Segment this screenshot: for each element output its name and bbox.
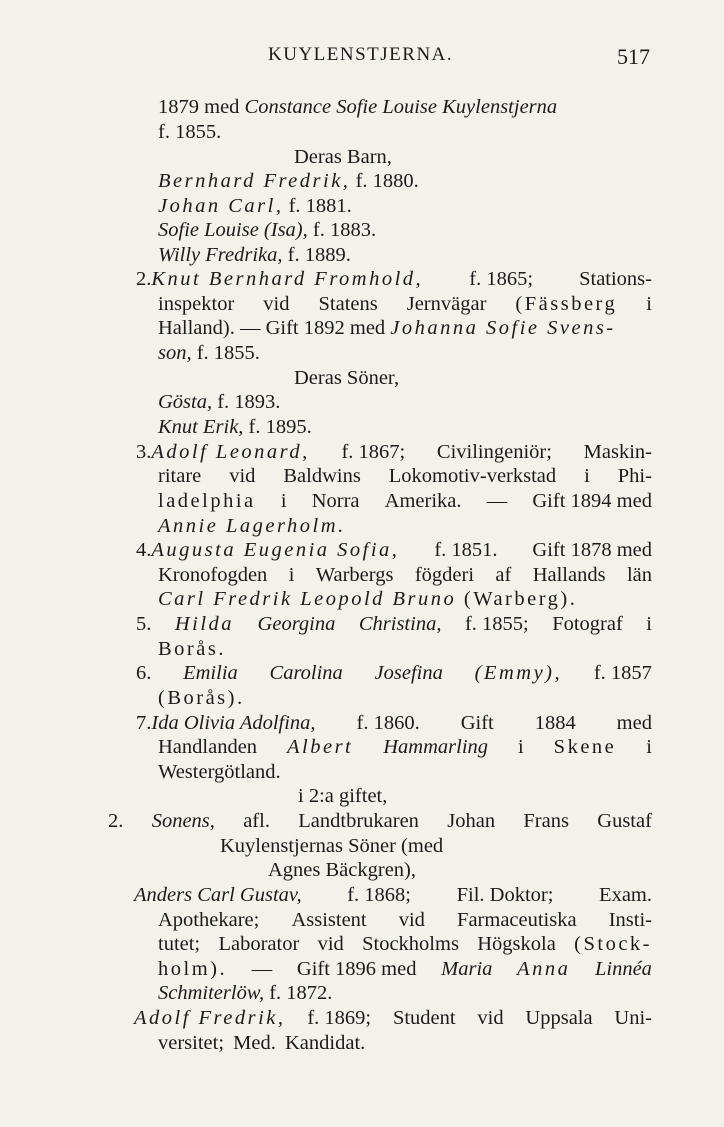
numbered-entry: 4.Augusta Eugenia Sofia, f. 1851. Gift 1878 med xyxy=(136,539,652,561)
text-line: son, f. 1855. xyxy=(158,342,260,364)
child-entry: Bernhard Fredrik, f. 1880. xyxy=(158,170,419,192)
text-line: Carl Fredrik Leopold Bruno (Warberg). xyxy=(158,588,578,610)
numbered-entry: 7.Ida Olivia Adolfina, f. 1860. Gift 1884 med xyxy=(136,712,652,734)
page-number: 517 xyxy=(617,44,650,69)
text-line: Handlanden Albert Hammarling i Skene i xyxy=(158,736,652,758)
section-heading: Deras Söner, xyxy=(294,367,400,389)
child-entry: Anders Carl Gustav, f. 1868; Fil. Doktor; Exam. xyxy=(134,884,652,906)
text-line: Schmiterlöw, f. 1872. xyxy=(158,982,333,1004)
child-entry: Willy Fredrika, f. 1889. xyxy=(158,244,351,266)
child-entry: Sofie Louise (Isa), f. 1883. xyxy=(158,219,377,241)
text-line: 1879 med Constance Sofie Louise Kuylenstjerna xyxy=(158,96,558,118)
child-entry: Adolf Fredrik, f. 1869; Student vid Uppsala Uni- xyxy=(134,1007,652,1029)
text-line: Annie Lagerholm. xyxy=(158,515,346,537)
child-entry: Knut Erik, f. 1895. xyxy=(158,416,312,438)
numbered-entry: 2. Sonens, afl. Landtbrukaren Johan Frans Gustaf xyxy=(108,810,652,832)
page-header xyxy=(0,44,724,84)
text-line: versitet; Med. Kandidat. xyxy=(158,1032,366,1054)
text-line: f. 1855. xyxy=(158,121,222,143)
running-title: KUYLENSTJERNA. xyxy=(268,44,454,65)
text-line: Kronofogden i Warbergs fögderi af Hallands län xyxy=(158,564,652,586)
section-heading: i 2:a giftet, xyxy=(298,785,388,807)
numbered-entry: 5. Hilda Georgina Christina, f. 1855; Fotograf i xyxy=(136,613,652,635)
numbered-entry: 3.Adolf Leonard, f. 1867; Civilingeniör; Maskin- xyxy=(136,441,652,463)
child-entry: Gösta, f. 1893. xyxy=(158,391,281,413)
text-line: Apothekare; Assistent vid Farmaceutiska Insti- xyxy=(158,909,652,931)
numbered-entry: 2.Knut Bernhard Fromhold, f. 1865; Stations- xyxy=(136,268,652,290)
text-line: inspektor vid Statens Jernvägar (Fässberg i xyxy=(158,293,652,315)
numbered-entry: 6. Emilia Carolina Josefina (Emmy), f. 1857 xyxy=(136,662,652,684)
text-line: Agnes Bäckgren), xyxy=(268,859,417,881)
text-line: (Borås). xyxy=(158,687,245,709)
text-line: tutet; Laborator vid Stockholms Högskola (Stock- xyxy=(158,933,652,955)
text-line: Kuylenstjernas Söner (med xyxy=(220,835,444,857)
text-line: ritare vid Baldwins Lokomotiv-verkstad i Phi- xyxy=(158,465,652,487)
text-line: Borås. xyxy=(158,638,226,660)
text-line: holm). — Gift 1896 med Maria Anna Linnéa xyxy=(158,958,652,980)
text-line: Halland). — Gift 1892 med Johanna Sofie Svens- xyxy=(158,317,616,339)
text-line: ladelphia i Norra Amerika. — Gift 1894 med xyxy=(158,490,652,512)
child-entry: Johan Carl, f. 1881. xyxy=(158,195,352,217)
section-heading: Deras Barn, xyxy=(294,146,392,168)
text-line: Westergötland. xyxy=(158,761,281,783)
